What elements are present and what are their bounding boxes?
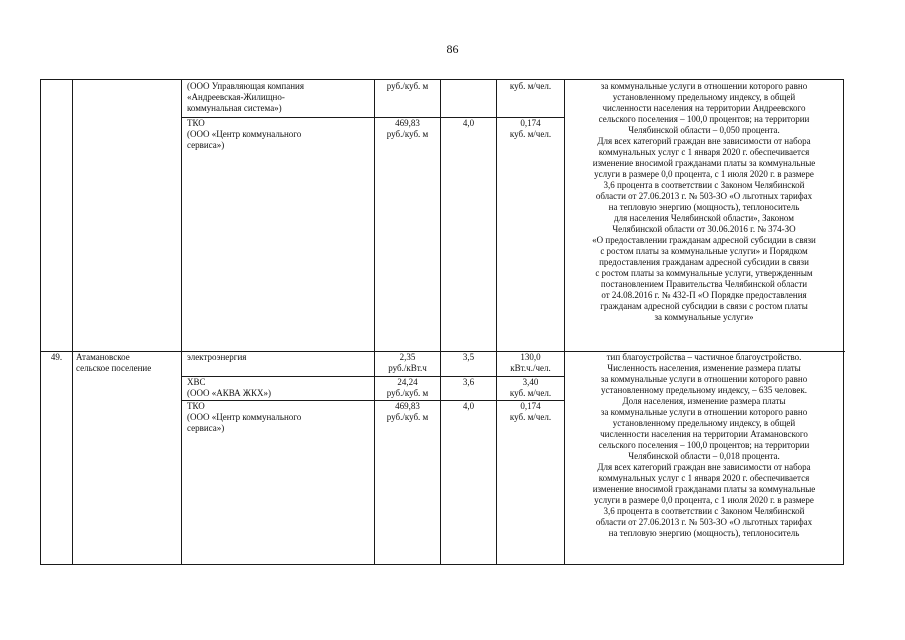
consumption-unit: 0,174 куб. м/чел.	[509, 118, 552, 139]
tariff-value: 2,35 руб./кВт.ч	[388, 352, 427, 373]
tariff-value: руб./куб. м	[386, 81, 429, 91]
column-divider	[496, 80, 497, 564]
municipality-name: Атамановское сельское поселение	[76, 352, 152, 373]
consumption-unit: 130,0 кВт.ч./чел.	[510, 352, 551, 373]
page-number: 86	[446, 42, 459, 56]
column-divider	[374, 80, 375, 564]
consumption-unit: 3,40 куб. м/чел.	[509, 377, 552, 398]
description-text: за коммунальные услуги в отношении которого равно установленному предельному индексу, в общей численности населения на территории Андреевского сельского поселения – 100,0 процентов; на территории Челябинской области – 0,050 процента. Для всех категорий граждан вне зависимости от набора коммунальных услуг с 1 января 2020 г. обеспечивается изменение вносимой гражданами платы за коммунальные услуги в размере 0,0 процента, с 1 июля 2020 г. в размере 3,6 процента в соответствии с Законом Челябинской области от 27.06.2013 г. № 503-ЗО «О льготных тарифах на тепловую энергию (мощность), теплоноситель для населения Челябинской области», Законом Челябинской области от 30.06.2016 г. № 374-ЗО «О предоставлении гражданам адресной субсидии в связи с ростом платы за коммунальные услуги» и Порядком предоставления гражданам адресной субсидии в связи с ростом платы за коммунальные услуги, утвержденным постановлением Правительства Челябинской области от 24.08.2016 г. № 432-П «О Порядке предоставления гражданам адресной субсидии в связи с ростом платы за коммунальные услуги»	[592, 81, 816, 322]
service-name: ТКО (ООО «Центр коммунального сервиса»)	[187, 401, 302, 433]
service-name: (ООО Управляющая компания «Андреевская-Жилищно- коммунальная система»)	[187, 81, 304, 113]
consumption-unit: 0,174 куб. м/чел.	[509, 401, 552, 422]
tariff-table	[40, 79, 844, 565]
norm-value: 4,0	[462, 401, 475, 411]
tariff-value: 469,83 руб./куб. м	[386, 118, 429, 139]
service-name: ТКО (ООО «Центр коммунального сервиса»)	[187, 118, 302, 150]
service-name: электроэнергия	[187, 352, 247, 362]
column-divider	[72, 80, 73, 564]
column-divider	[181, 80, 182, 564]
row-number: 49.	[50, 352, 63, 362]
norm-value: 3,5	[462, 352, 475, 362]
tariff-value: 24,24 руб./куб. м	[386, 377, 429, 398]
description-text: тип благоустройства – частичное благоустройство. Численность населения, изменение размера платы за коммунальные услуги в отношении которого равно установленному предельному индексу, – 635 человек. Доля населения, изменение размера платы за коммунальные услуги в отношении которого равно установленному предельному индексу, в общей численности населения на территории Атамановского сельского поселения – 100,0 процентов; на территории Челябинской области – 0,018 процента. Для всех категорий граждан вне зависимости от набора коммунальных услуг с 1 января 2020 г. обеспечивается изменение вносимой гражданами платы за коммунальные услуги в размере 0,0 процента, с 1 июля 2020 г. в размере 3,6 процента в соответствии с Законом Челябинской области от 27.06.2013 г. № 503-ЗО «О льготных тарифах на тепловую энергию (мощность), теплоноситель	[592, 352, 816, 538]
service-name: ХВС (ООО «АКВА ЖКХ»)	[187, 377, 271, 398]
norm-value: 3,6	[462, 377, 475, 387]
column-divider	[440, 80, 441, 564]
consumption-unit: куб. м/чел.	[509, 81, 552, 91]
tariff-value: 469,83 руб./куб. м	[386, 401, 429, 422]
norm-value: 4,0	[462, 118, 475, 128]
